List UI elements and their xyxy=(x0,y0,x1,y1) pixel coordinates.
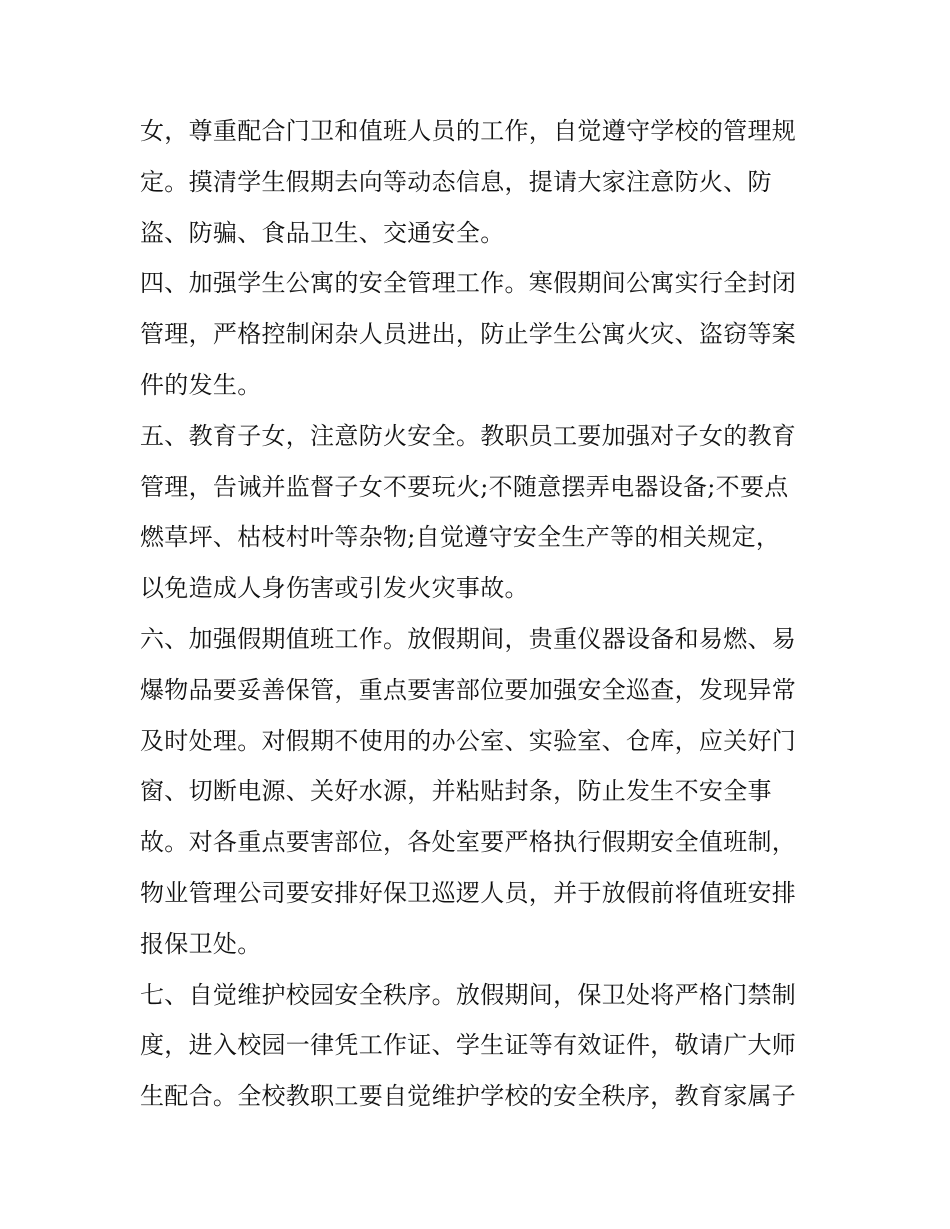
text-line: 以免造成人身伤害或引发火灾事故。 xyxy=(140,574,529,603)
text-line: 六、加强假期值班工作。放假期间，贵重仪器设备和易燃、易 xyxy=(140,624,797,653)
text-line: 管理，严格控制闲杂人员进出，防止学生公寓火灾、盗窃等案 xyxy=(140,320,797,349)
text-line: 盗、防骗、食品卫生、交通安全。 xyxy=(140,218,505,247)
text-line: 生配合。全校教职工要自觉维护学校的安全秩序，教育家属子 xyxy=(140,1082,797,1111)
text-line: 燃草坪、枯枝村叶等杂物;自觉遵守安全生产等的相关规定， xyxy=(140,523,781,552)
text-line: 四、加强学生公寓的安全管理工作。寒假期间公寓实行全封闭 xyxy=(140,269,797,298)
text-line: 女，尊重配合门卫和值班人员的工作，自觉遵守学校的管理规 xyxy=(140,117,797,145)
text-line: 管理，告诫并监督子女不要玩火;不随意摆弄电器设备;不要点 xyxy=(140,472,789,501)
text-line: 件的发生。 xyxy=(140,370,262,399)
text-line: 七、自觉维护校园安全秩序。放假期间，保卫处将严格门禁制 xyxy=(140,980,797,1009)
document-body xyxy=(140,106,820,1122)
text-line: 窗、切断电源、关好水源，并粘贴封条，防止发生不安全事 xyxy=(140,777,772,806)
text-line: 度，进入校园一律凭工作证、学生证等有效证件，敬请广大师 xyxy=(140,1031,797,1060)
text-line: 爆物品要妥善保管，重点要害部位要加强安全巡查，发现异常 xyxy=(140,675,797,704)
text-line: 故。对各重点要害部位，各处室要严格执行假期安全值班制， xyxy=(140,828,797,857)
text-line: 及时处理。对假期不使用的办公室、实验室、仓库，应关好门 xyxy=(140,726,797,755)
text-line: 定。摸清学生假期去向等动态信息，提请大家注意防火、防 xyxy=(140,167,772,196)
text-line: 物业管理公司要安排好保卫巡逻人员，并于放假前将值班安排 xyxy=(140,878,797,907)
text-line: 五、教育子女，注意防火安全。教职员工要加强对子女的教育 xyxy=(140,421,797,450)
text-line: 报保卫处。 xyxy=(140,929,262,958)
